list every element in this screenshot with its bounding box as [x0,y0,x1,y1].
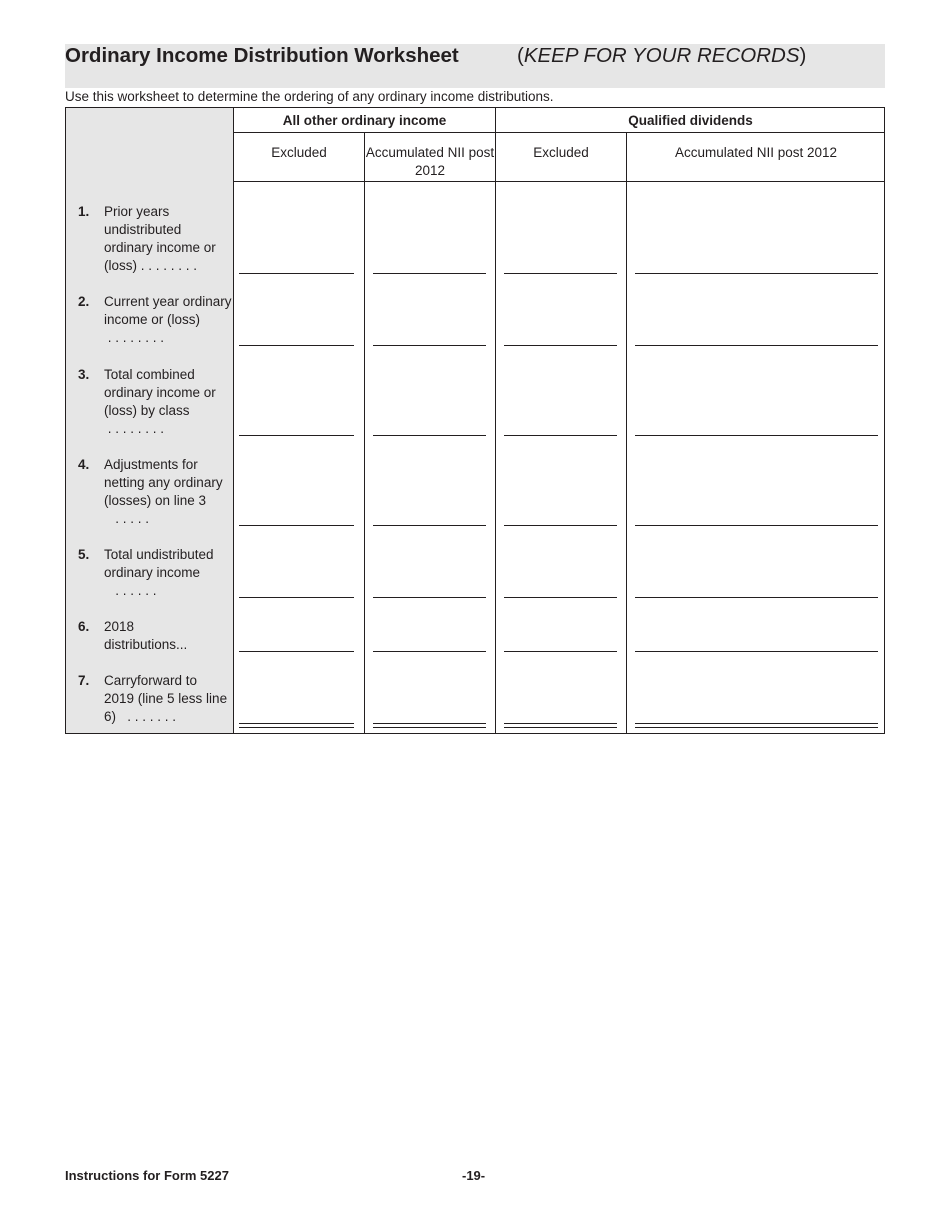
column-divider [364,133,365,734]
entry-line-5-excluded[interactable] [239,597,354,598]
sub-header-accumulated-nii: Accumulated NII post 2012 [674,145,838,160]
line-text [104,456,226,528]
entry-line-6-accumulated-nii[interactable] [373,651,486,652]
entry-line-2-qd-accumulated-nii[interactable] [635,345,878,346]
records-note [517,44,806,68]
sub-header-accumulated-nii: Accumulated NII post 2012 [365,145,495,178]
records-note-open: ( [517,44,524,67]
column-divider [495,108,496,734]
entry-line-2-qd-excluded[interactable] [504,345,617,346]
entry-line-6-excluded[interactable] [239,651,354,652]
line-description: Carryforward to 2019 (line 5 less line 6) [104,673,228,724]
worksheet-intro: Use this worksheet to determine the ordering of any ordinary income distributions. [65,89,554,104]
group-header-qualified-dividends: Qualified dividends [628,113,753,128]
line-description: Total combined ordinary income or (loss) by class [104,367,216,418]
line-number: 3. [78,367,90,382]
records-note-text: KEEP FOR YOUR RECORDS [523,44,800,67]
entry-line-1-qd-accumulated-nii[interactable] [635,273,878,274]
worksheet-table [65,107,885,734]
leader-dots: . . . . . . . . [104,421,165,436]
line-description: Total undistributed ordinary income [104,547,214,580]
entry-line-4-qd-accumulated-nii[interactable] [635,525,878,526]
entry-line-6-qd-excluded[interactable] [504,651,617,652]
line-description: 2018 distributions... [104,619,188,652]
entry-line-6-qd-accumulated-nii[interactable] [635,651,878,652]
entry-line-5-accumulated-nii[interactable] [373,597,486,598]
leader-dots: . . . . . . . [116,709,177,724]
entry-line-4-accumulated-nii[interactable] [373,525,486,526]
sub-header-excluded: Excluded [271,145,327,160]
sub-header-excluded: Excluded [533,145,589,160]
column-divider [626,133,627,734]
line-description: Current year ordinary income or (loss) [104,294,232,327]
entry-line-1-excluded[interactable] [239,273,354,274]
line-number: 4. [78,457,90,472]
entry-line-4-qd-excluded[interactable] [504,525,617,526]
footer-form-name: Instructions for Form 5227 [65,1168,229,1183]
entry-line-3-qd-excluded[interactable] [504,435,617,436]
line-text [104,546,228,600]
leader-dots: . . . . . [104,511,150,526]
entry-line-7-qd-accumulated-nii[interactable] [635,723,878,728]
entry-line-3-accumulated-nii[interactable] [373,435,486,436]
worksheet-title: Ordinary Income Distribution Worksheet [65,44,459,67]
entry-line-7-qd-excluded[interactable] [504,723,617,728]
leader-dots: . . . . . . . . [137,258,198,273]
line-text [104,366,230,438]
line-description: Adjustments for netting any ordinary (losses) on line 3 [104,457,223,508]
entry-line-1-accumulated-nii[interactable] [373,273,486,274]
line-text [104,203,232,275]
line-number: 2. [78,294,90,309]
entry-line-4-excluded[interactable] [239,525,354,526]
leader-dots: . . . . . . [104,583,157,598]
sub-header-rule [234,181,885,182]
group-header-other-income: All other ordinary income [282,113,447,128]
page-number: -19- [462,1168,486,1183]
entry-line-3-excluded[interactable] [239,435,354,436]
line-number: 1. [78,204,90,219]
line-number: 5. [78,547,90,562]
leader-dots: . . . . . . . . [104,330,165,345]
group-header-rule [234,132,885,133]
line-number: 6. [78,619,90,634]
line-text [104,293,232,347]
entry-line-3-qd-accumulated-nii[interactable] [635,435,878,436]
entry-line-5-qd-excluded[interactable] [504,597,617,598]
line-text [104,672,228,726]
records-note-close: ) [799,44,807,67]
entry-line-7-excluded[interactable] [239,723,354,728]
line-text [104,618,204,654]
line-description: Prior years undistributed ordinary income or (loss) [104,204,216,273]
entry-line-1-qd-excluded[interactable] [504,273,617,274]
entry-line-2-excluded[interactable] [239,345,354,346]
entry-line-7-accumulated-nii[interactable] [373,723,486,728]
entry-line-5-qd-accumulated-nii[interactable] [635,597,878,598]
line-number: 7. [78,673,90,688]
entry-line-2-accumulated-nii[interactable] [373,345,486,346]
worksheet-title-bar [65,44,885,88]
